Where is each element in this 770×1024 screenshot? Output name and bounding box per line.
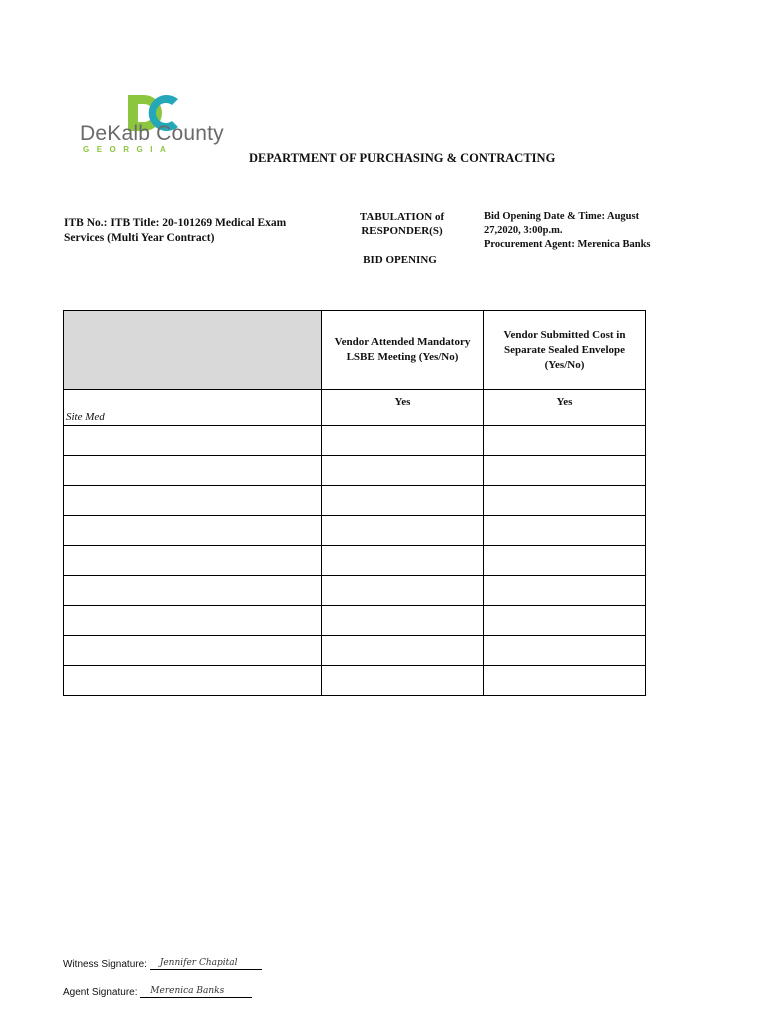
lsbe-cell: Yes [322,390,484,426]
cost-cell [484,666,646,696]
lsbe-cell [322,606,484,636]
responder-table [63,310,646,696]
header-cell-lsbe [322,311,484,390]
cost-cell: Yes [484,390,646,426]
header-cell-cost [484,311,646,390]
header-cost-text: Vendor Submitted Cost in Separate Sealed Envelope (Yes/No) [503,328,626,371]
lsbe-cell [322,516,484,546]
vendor-cell [64,666,322,696]
table-row [64,456,646,486]
witness-signature-line [150,955,262,970]
witness-signature [63,955,262,970]
table-row [64,390,646,426]
cost-cell [484,606,646,636]
witness-signature-label: Witness Signature: [63,959,147,970]
lsbe-cell [322,666,484,696]
lsbe-cell [322,456,484,486]
vendor-cell: Site Med [64,390,322,426]
table-row [64,516,646,546]
department-heading: DEPARTMENT OF PURCHASING & CONTRACTING [249,151,556,165]
lsbe-cell [322,486,484,516]
vendor-cell [64,516,322,546]
bid-opening-label: BID OPENING [363,254,437,266]
cost-cell [484,576,646,606]
vendor-cell [64,576,322,606]
logo-state: GEORGIA [83,145,174,154]
agent-signature-handwriting: Merenica Banks [150,986,225,996]
logo-wordmark: DeKalb County [80,122,224,145]
table-row [64,486,646,516]
vendor-cell [64,456,322,486]
vendor-cell [64,486,322,516]
procurement-agent: Procurement Agent: Merenica Banks [484,239,651,250]
lsbe-cell [322,636,484,666]
vendor-cell [64,606,322,636]
itb-title: ITB No.: ITB Title: 20-101269 Medical Exam Services (Multi Year Contract) [64,217,287,244]
lsbe-cell [322,546,484,576]
cost-cell [484,456,646,486]
vendor-cell [64,546,322,576]
table-row [64,426,646,456]
table-row [64,666,646,696]
table-row [64,576,646,606]
agent-signature [63,983,252,998]
lsbe-cell [322,426,484,456]
lsbe-cell [322,576,484,606]
vendor-cell [64,426,322,456]
agent-signature-label: Agent Signature: [63,987,138,998]
witness-signature-handwriting: Jennifer Chapital [159,958,238,968]
table-row [64,636,646,666]
table-row [64,546,646,576]
table-header-row [64,311,646,390]
vendor-cell [64,636,322,666]
cost-cell [484,426,646,456]
header-lsbe-text: Vendor Attended Mandatory LSBE Meeting (Yes/No) [334,336,471,363]
cost-cell [484,636,646,666]
table-row [64,606,646,636]
bid-opening-date: Bid Opening Date & Time: August 27,2020, 3:00p.m. [484,211,640,236]
header-cell-vendor [64,311,322,390]
cost-cell [484,486,646,516]
agent-signature-line [140,983,252,998]
cost-cell [484,516,646,546]
tabulation-label: TABULATION of RESPONDER(S) [359,211,445,237]
bid-info [484,210,674,252]
cost-cell [484,546,646,576]
